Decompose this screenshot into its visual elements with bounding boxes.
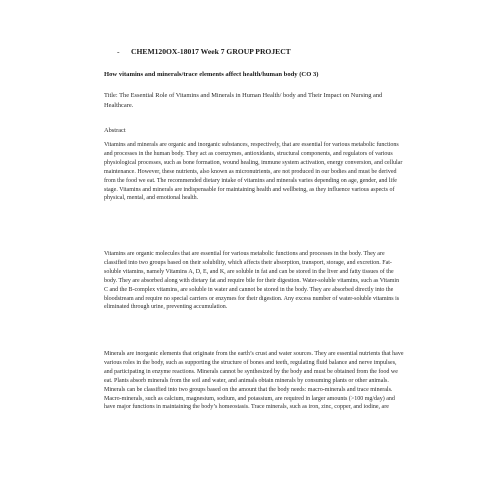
paper-title: Title: The Essential Role of Vitamins and Minerals in Human Health/ body and Their Impact on Nursing and Healthcare.: [104, 92, 383, 109]
list-bullet: -: [117, 47, 120, 56]
abstract-paragraph: Vitamins and minerals are organic and inorganic substances, respectively, that are essential for various metabolic functions and processes in the human body. They act as coenzymes, antioxidants, structural components, and regulators of various physiological processes, such as bone formation, wound healing, immune system activation, energy conversion, and cellular maintenance. However, these nutrients, also known as micronutrients, are not produced in our bodies and must be derived from the food we eat. The recommended dietary intake of vitamins and minerals varies depending on age, gender, and life stage. Vitamins and minerals are indispensable for maintaining health and wellbeing, as they influence various aspects of physical, mental, and emotional health.: [104, 142, 403, 202]
abstract-heading: Abstract: [104, 127, 126, 134]
course-header: [117, 47, 291, 56]
vitamins-paragraph: Vitamins are organic molecules that are essential for various metabolic functions and processes in the body. They are classified into two groups based on their solubility, which affects their absorption, transport, storage, and excretion. Fat-soluble vitamins, namely Vitamins A, D, E, and K, are soluble in fat and can be stored in the liver and fatty tissues of the body. They are absorbed along with dietary fat and require bile for their digestion. Water-soluble vitamins, such as Vitamin C and the B-complex vitamins, are soluble in water and cannot be stored in the body. They are absorbed directly into the bloodstream and require no special carriers or enzymes for their digestion. Any excess number of water-soluble vitamins is eliminated through urine, preventing accumulation.: [104, 251, 400, 311]
course-title: CHEM120OX-18017 Week 7 GROUP PROJECT: [131, 47, 291, 56]
project-topic: How vitamins and minerals/trace elements affect health/human body (CO 3): [104, 71, 319, 78]
minerals-paragraph: Minerals are inorganic elements that originate from the earth’s crust and water sources. They are essential nutrients that have various roles in the body, such as supporting the structure of bones and teeth, regulating fluid balance and nerve impulses, and participating in enzyme reactions. Minerals cannot be synthesized by the body and must be obtained from the food we eat. Plants absorb minerals from the soil and water, and animals obtain minerals by consuming plants or other animals. Minerals can be classified into two groups based on the amount that the body needs: macro-minerals and trace minerals. Macro-minerals, such as calcium, magnesium, sodium, and potassium, are required in larger amounts (>100 mg/day) and have major functions in maintaining the body’s homeostasis. Trace minerals, such as iron, zinc, copper, and iodine, are: [104, 351, 404, 411]
